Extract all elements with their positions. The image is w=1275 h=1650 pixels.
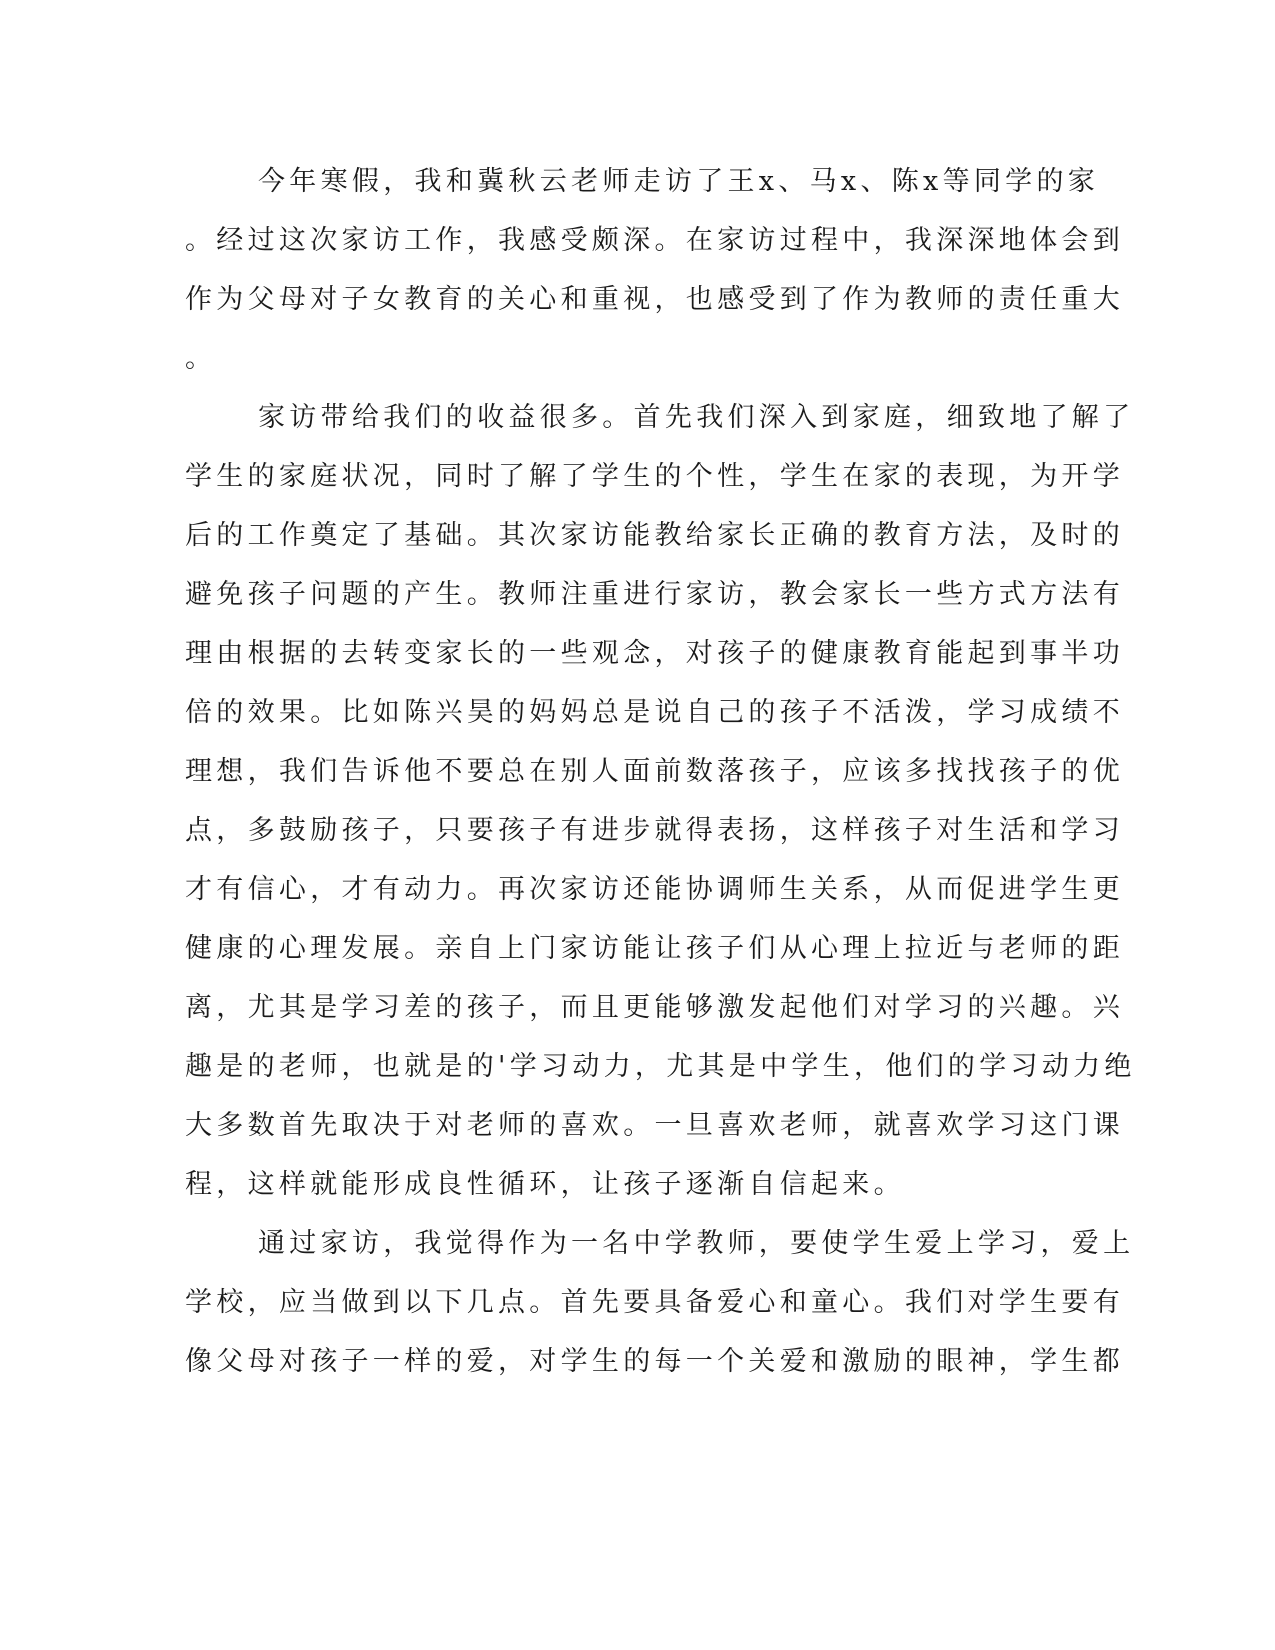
paragraph-1-line-2: 。经过这次家访工作，我感受颇深。在家访过程中，我深深地体会到: [185, 225, 1124, 256]
paragraph-1-line-4: 。: [185, 343, 217, 374]
paragraph-2-line-5: 理由根据的去转变家长的一些观念，对孩子的健康教育能起到事半功: [185, 638, 1124, 669]
paragraph-2-line-8: 点，多鼓励孩子，只要孩子有进步就得表扬，这样孩子对生活和学习: [185, 815, 1124, 846]
paragraph-3-line-2: 学校，应当做到以下几点。首先要具备爱心和童心。我们对学生要有: [185, 1287, 1124, 1318]
paragraph-2-line-4: 避免孩子问题的产生。教师注重进行家访，教会家长一些方式方法有: [185, 579, 1124, 610]
paragraph-2-line-13: 大多数首先取决于对老师的喜欢。一旦喜欢老师，就喜欢学习这门课: [185, 1110, 1124, 1141]
paragraph-1-line-1: 今年寒假，我和冀秋云老师走访了王x、马x、陈x等同学的家: [258, 166, 1100, 197]
paragraph-2-line-2: 学生的家庭状况，同时了解了学生的个性，学生在家的表现，为开学: [185, 461, 1124, 492]
paragraph-2-line-9: 才有信心，才有动力。再次家访还能协调师生关系，从而促进学生更: [185, 874, 1124, 905]
paragraph-2-line-11: 离，尤其是学习差的孩子，而且更能够激发起他们对学习的兴趣。兴: [185, 992, 1124, 1023]
paragraph-2-line-1: 家访带给我们的收益很多。首先我们深入到家庭，细致地了解了: [258, 402, 1135, 433]
paragraph-2-line-6: 倍的效果。比如陈兴昊的妈妈总是说自己的孩子不活泼，学习成绩不: [185, 697, 1124, 728]
paragraph-1-line-3: 作为父母对子女教育的关心和重视，也感受到了作为教师的责任重大: [185, 284, 1124, 315]
paragraph-3-line-3: 像父母对孩子一样的爱，对学生的每一个关爱和激励的眼神，学生都: [185, 1346, 1124, 1377]
paragraph-2-line-14: 程，这样就能形成良性循环，让孩子逐渐自信起来。: [185, 1169, 905, 1200]
paragraph-2-line-12: 趣是的老师，也就是的'学习动力，尤其是中学生，他们的学习动力绝: [185, 1051, 1136, 1082]
paragraph-2-line-7: 理想，我们告诉他不要总在别人面前数落孩子，应该多找找孩子的优: [185, 756, 1124, 787]
paragraph-2-line-3: 后的工作奠定了基础。其次家访能教给家长正确的教育方法，及时的: [185, 520, 1124, 551]
paragraph-3-line-1: 通过家访，我觉得作为一名中学教师，要使学生爱上学习，爱上: [258, 1228, 1135, 1259]
paragraph-2-line-10: 健康的心理发展。亲自上门家访能让孩子们从心理上拉近与老师的距: [185, 933, 1124, 964]
